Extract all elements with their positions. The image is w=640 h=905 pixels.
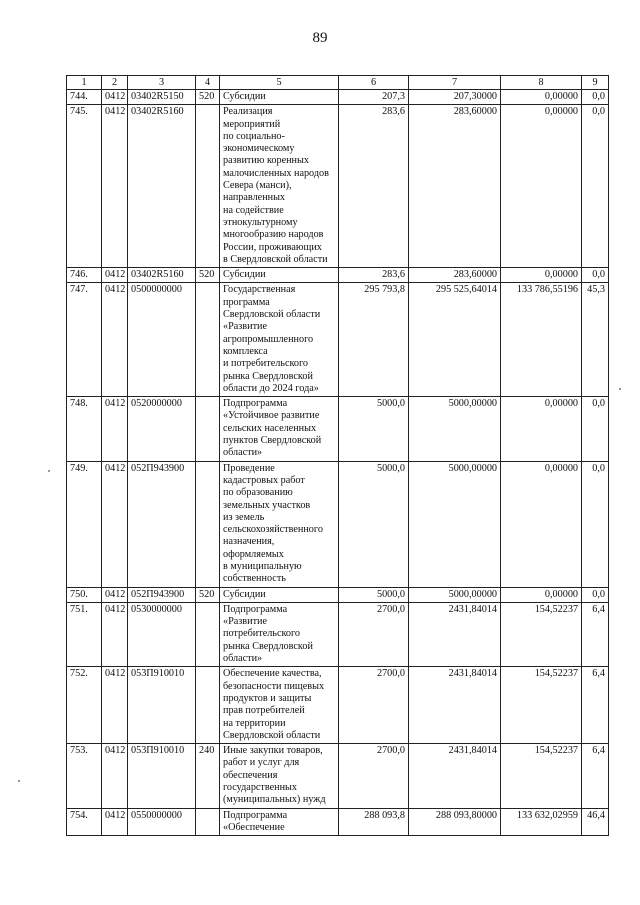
budget-table	[66, 75, 609, 836]
cell-percent: 0,0	[582, 587, 609, 602]
cell-amount: 283,60000	[409, 105, 501, 268]
cell-name: Государственная программа Свердловской области «Развитие агропромышленного комплекса и потребительского рынка Свердловской области до 2024 года»	[220, 283, 339, 397]
cell-section: 0412	[102, 602, 128, 666]
cell-target-code: 0550000000	[128, 808, 196, 836]
cell-target-code: 03402R5160	[128, 268, 196, 283]
cell-row-number: 750.	[67, 587, 102, 602]
cell-executed: 133 786,55196	[501, 283, 582, 397]
cell-plan: 2700,0	[339, 744, 409, 808]
header-col-8: 8	[501, 76, 582, 90]
table-row	[67, 90, 609, 105]
cell-name: Субсидии	[220, 90, 339, 105]
cell-expense-type: 240	[196, 744, 220, 808]
cell-name: Субсидии	[220, 268, 339, 283]
cell-plan: 2700,0	[339, 602, 409, 666]
cell-row-number: 749.	[67, 461, 102, 587]
cell-section: 0412	[102, 397, 128, 461]
cell-row-number: 751.	[67, 602, 102, 666]
cell-plan: 207,3	[339, 90, 409, 105]
cell-executed: 0,00000	[501, 90, 582, 105]
table-row	[67, 667, 609, 744]
cell-executed: 154,52237	[501, 602, 582, 666]
cell-target-code: 0530000000	[128, 602, 196, 666]
cell-target-code: 052П943900	[128, 587, 196, 602]
cell-executed: 154,52237	[501, 667, 582, 744]
cell-row-number: 753.	[67, 744, 102, 808]
header-col-9: 9	[582, 76, 609, 90]
cell-executed: 0,00000	[501, 587, 582, 602]
cell-target-code: 053П910010	[128, 667, 196, 744]
cell-executed: 0,00000	[501, 397, 582, 461]
cell-section: 0412	[102, 667, 128, 744]
cell-name: Субсидии	[220, 587, 339, 602]
cell-percent: 0,0	[582, 268, 609, 283]
cell-name: Обеспечение качества, безопасности пищевых продуктов и защиты прав потребителей на территории Свердловской области	[220, 667, 339, 744]
header-col-5: 5	[220, 76, 339, 90]
cell-name: Иные закупки товаров, работ и услуг для обеспечения государственных (муниципальных) нужд	[220, 744, 339, 808]
cell-section: 0412	[102, 808, 128, 836]
cell-name: Подпрограмма «Развитие потребительского рынка Свердловской области»	[220, 602, 339, 666]
cell-percent: 6,4	[582, 602, 609, 666]
cell-section: 0412	[102, 744, 128, 808]
table-body	[67, 90, 609, 836]
cell-section: 0412	[102, 587, 128, 602]
cell-row-number: 745.	[67, 105, 102, 268]
cell-executed: 133 632,02959	[501, 808, 582, 836]
cell-percent: 0,0	[582, 90, 609, 105]
cell-section: 0412	[102, 105, 128, 268]
cell-percent: 0,0	[582, 397, 609, 461]
cell-plan: 283,6	[339, 268, 409, 283]
cell-section: 0412	[102, 268, 128, 283]
cell-amount: 2431,84014	[409, 602, 501, 666]
scan-speck	[619, 388, 621, 390]
cell-name: Реализация мероприятий по социально- экономическому развитию коренных малочисленных народов Севера (манси), направленных на содействие этнокультурному многообразию народов России, проживающих в Свердловской области	[220, 105, 339, 268]
cell-amount: 2431,84014	[409, 667, 501, 744]
cell-target-code: 03402R5160	[128, 105, 196, 268]
cell-name: Подпрограмма «Устойчивое развитие сельских населенных пунктов Свердловской области»	[220, 397, 339, 461]
cell-percent: 6,4	[582, 744, 609, 808]
cell-expense-type	[196, 105, 220, 268]
header-col-2: 2	[102, 76, 128, 90]
header-col-6: 6	[339, 76, 409, 90]
cell-percent: 0,0	[582, 461, 609, 587]
header-col-4: 4	[196, 76, 220, 90]
scan-speck	[48, 470, 50, 472]
cell-section: 0412	[102, 461, 128, 587]
cell-amount: 5000,00000	[409, 587, 501, 602]
page-number: 89	[312, 30, 328, 46]
cell-percent: 6,4	[582, 667, 609, 744]
table-row	[67, 602, 609, 666]
table-row	[67, 268, 609, 283]
cell-expense-type	[196, 602, 220, 666]
table-row	[67, 744, 609, 808]
cell-target-code: 053П910010	[128, 744, 196, 808]
cell-percent: 0,0	[582, 105, 609, 268]
cell-expense-type	[196, 808, 220, 836]
cell-row-number: 744.	[67, 90, 102, 105]
header-row	[67, 76, 609, 90]
cell-plan: 5000,0	[339, 397, 409, 461]
cell-executed: 154,52237	[501, 744, 582, 808]
cell-row-number: 754.	[67, 808, 102, 836]
cell-target-code: 0520000000	[128, 397, 196, 461]
cell-target-code: 03402R5150	[128, 90, 196, 105]
cell-target-code: 052П943900	[128, 461, 196, 587]
cell-expense-type: 520	[196, 90, 220, 105]
table-row	[67, 808, 609, 836]
table-row	[67, 283, 609, 397]
table-row	[67, 105, 609, 268]
cell-amount: 5000,00000	[409, 461, 501, 587]
cell-plan: 2700,0	[339, 667, 409, 744]
cell-section: 0412	[102, 90, 128, 105]
cell-expense-type: 520	[196, 268, 220, 283]
cell-amount: 288 093,80000	[409, 808, 501, 836]
cell-plan: 5000,0	[339, 587, 409, 602]
cell-row-number: 752.	[67, 667, 102, 744]
cell-row-number: 748.	[67, 397, 102, 461]
cell-plan: 283,6	[339, 105, 409, 268]
cell-executed: 0,00000	[501, 268, 582, 283]
header-col-3: 3	[128, 76, 196, 90]
cell-name: Проведение кадастровых работ по образованию земельных участков из земель сельскохозяйственного назначения, оформляемых в муниципальную собственность	[220, 461, 339, 587]
cell-amount: 2431,84014	[409, 744, 501, 808]
cell-executed: 0,00000	[501, 461, 582, 587]
cell-section: 0412	[102, 283, 128, 397]
cell-expense-type	[196, 461, 220, 587]
cell-amount: 283,60000	[409, 268, 501, 283]
scan-speck	[18, 780, 20, 782]
header-col-1: 1	[67, 76, 102, 90]
cell-target-code: 0500000000	[128, 283, 196, 397]
cell-amount: 207,30000	[409, 90, 501, 105]
cell-percent: 46,4	[582, 808, 609, 836]
cell-percent: 45,3	[582, 283, 609, 397]
cell-plan: 5000,0	[339, 461, 409, 587]
cell-expense-type: 520	[196, 587, 220, 602]
cell-expense-type	[196, 397, 220, 461]
cell-row-number: 747.	[67, 283, 102, 397]
cell-expense-type	[196, 283, 220, 397]
cell-row-number: 746.	[67, 268, 102, 283]
table-row	[67, 461, 609, 587]
cell-name: Подпрограмма «Обеспечение	[220, 808, 339, 836]
cell-amount: 295 525,64014	[409, 283, 501, 397]
cell-executed: 0,00000	[501, 105, 582, 268]
cell-plan: 288 093,8	[339, 808, 409, 836]
cell-plan: 295 793,8	[339, 283, 409, 397]
cell-amount: 5000,00000	[409, 397, 501, 461]
table-row	[67, 397, 609, 461]
table-header	[67, 76, 609, 90]
header-col-7: 7	[409, 76, 501, 90]
table-row	[67, 587, 609, 602]
cell-expense-type	[196, 667, 220, 744]
